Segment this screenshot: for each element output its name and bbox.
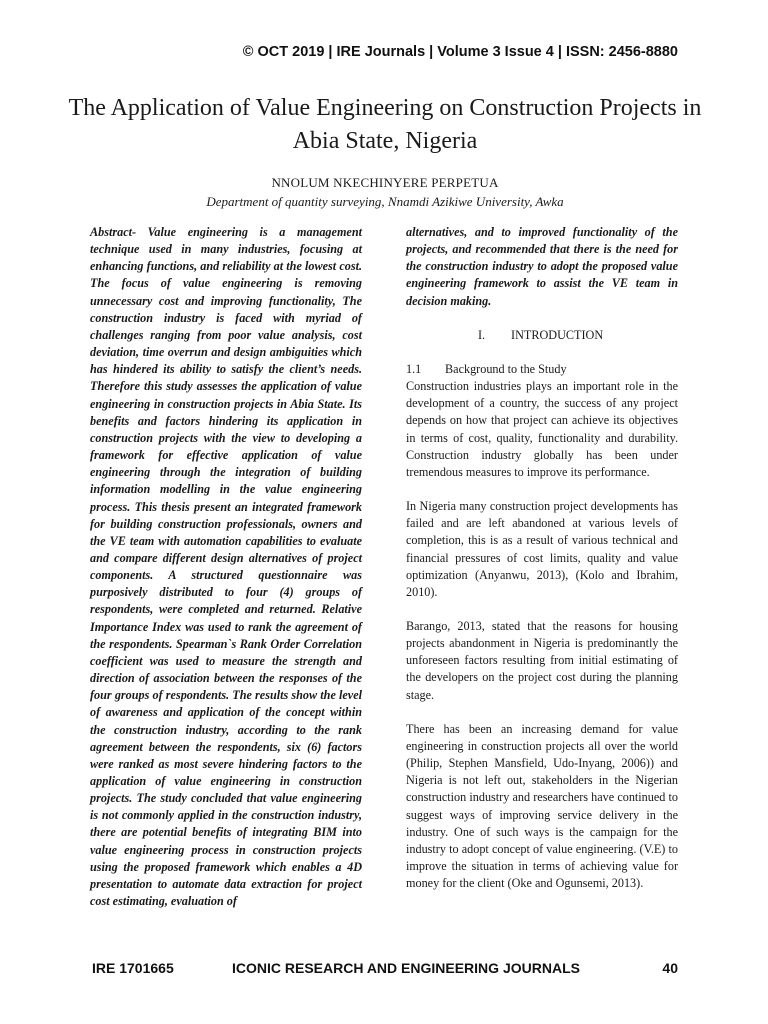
journal-header: © OCT 2019 | IRE Journals | Volume 3 Issue 4 | ISSN: 2456-8880 — [242, 44, 678, 60]
left-column — [90, 224, 362, 910]
body-paragraph-3: Barango, 2013, stated that the reasons for housing projects abandonment in Nigeria is predominantly the unforeseen factors resulting from initial estimating of the developers on the project cost during the planning stage. — [406, 618, 678, 702]
body-paragraph-2: In Nigeria many construction project developments has failed and are left abandoned at various levels of completion, this is as a result of various technical and financial pressures of cost limits, quality and value optimization (Anyanwu, 2013), (Kolo and Ibrahim, 2010). — [406, 499, 678, 599]
author-name: NNOLUM NKECHINYERE PERPETUA — [271, 175, 499, 190]
subsection-number: 1.1 — [406, 361, 422, 376]
subsection-heading — [406, 361, 678, 378]
abstract-text: Abstract- Value engineering is a management technique used in many industries, focusing at enhancing functions, and reliability at the lowest cost. The focus of value engineering is removing unnecessary cost and improving functionality, The construction industry is faced with myriad of challenges ranging from poor value analysis, cost deviation, time overrun and design ambiguities which has hindered its ability to satisfy the client’s needs. Therefore this study assesses the application of value engineering in construction projects in Abia State. Its benefits and factors hindering its application in construction projects with the view to developing a framework for effective application of value engineering through the integration of building information modelling in the value engineering process. This thesis present an integrated framework for building construction professionals, owners and the VE team with automation capabilities to evaluate and compare different design alternatives of project components. A structured questionnaire was purposively distributed to four (4) groups of respondents, were completed and returned. Relative Importance Index was used to rank the agreement of the respondents. Spearman`s Rank Order Correlation coefficient was used to measure the strength and direction of association between the responses of the four groups of respondents. The results show the level of awareness and application of the concept within the construction industry, according to the rank agreement between the respondents, six (6) factors were ranked as most severe hindering factors to the application of value engineering in construction projects. The study concluded that value engineering is not commonly applied in the construction industry, there are potential benefits of integrating BIM into value engineering process in construction projects using the proposed framework which enables a 4D presentation to automate data extraction for project cost estimating, evaluation of — [90, 225, 362, 909]
abstract-continuation: alternatives, and to improved functionality of the projects, and recommended that there is the need for the construction industry to adopt the proposed value engineering framework to assist the VE team in decision making. — [406, 225, 678, 308]
body-paragraph-4: There has been an increasing demand for value engineering in construction projects all over the world (Philip, Stephen Mansfield, Udo-Inyang, 2006)) and Nigeria is not left out, stakeholders in the Nigerian construction industry and researchers have continued to suggest ways of improving service delivery in the industry. One of such ways is the campaign for the industry to adopt concept of value engineering. (V.E) to improve the situation in terms of achieving value for money for the client (Oke and Ogunsemi, 2013). — [406, 721, 678, 891]
paper-title: The Application of Value Engineering on Construction Projects in Abia State, Nigeria — [68, 95, 702, 154]
page-footer — [92, 960, 678, 976]
section-title: INTRODUCTION — [511, 327, 604, 342]
section-heading — [406, 327, 678, 344]
footer-page-number: 40 — [662, 960, 678, 976]
right-column — [406, 224, 678, 892]
body-paragraph-1: Construction industries plays an important role in the development of a country, the success of any project depends on how that project can achieve its objectives in terms of cost, quality, functionality and durability. Construction industry globally has been under tremendous measures to improve its performance. — [406, 379, 678, 479]
footer-journal-name: ICONIC RESEARCH AND ENGINEERING JOURNALS — [232, 960, 580, 976]
section-number: I. — [478, 327, 486, 342]
author-affiliation: Department of quantity surveying, Nnamdi Azikiwe University, Awka — [206, 194, 564, 209]
subsection-title: Background to the Study — [445, 361, 567, 376]
footer-paper-id: IRE 1701665 — [92, 960, 174, 976]
